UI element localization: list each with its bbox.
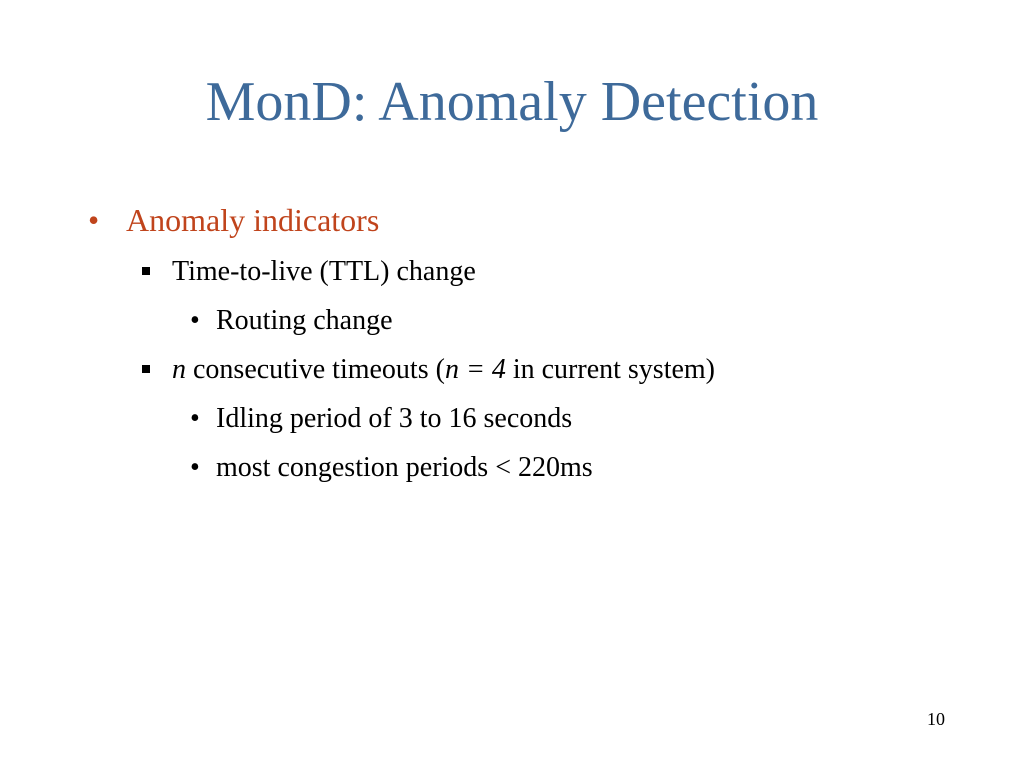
timeouts-text-after: in current system) [505,354,716,385]
bullet-text: Anomaly indicators [126,202,380,238]
bullet-dot-icon: • [190,305,200,336]
bullet-text: Routing change [216,305,393,336]
n-variable: n [172,354,186,385]
n-equals-expression: n = 4 [444,354,506,385]
bullet-text: Idling period of 3 to 16 seconds [216,403,573,434]
bullet-dot-icon: • [190,452,200,483]
page-number: 10 [927,709,945,729]
bullet-dot-icon: • [190,403,200,434]
square-bullet-icon [142,365,150,373]
square-bullet-icon [142,267,150,275]
bullet-text: Time-to-live (TTL) change [172,256,476,287]
timeouts-text-before: consecutive timeouts ( [186,354,445,385]
bullet-dot-icon: • [88,202,100,238]
bullet-text [172,352,715,388]
bullet-text: most congestion periods < 220ms [216,452,593,483]
slide-title: MonD: Anomaly Detection [205,71,819,133]
